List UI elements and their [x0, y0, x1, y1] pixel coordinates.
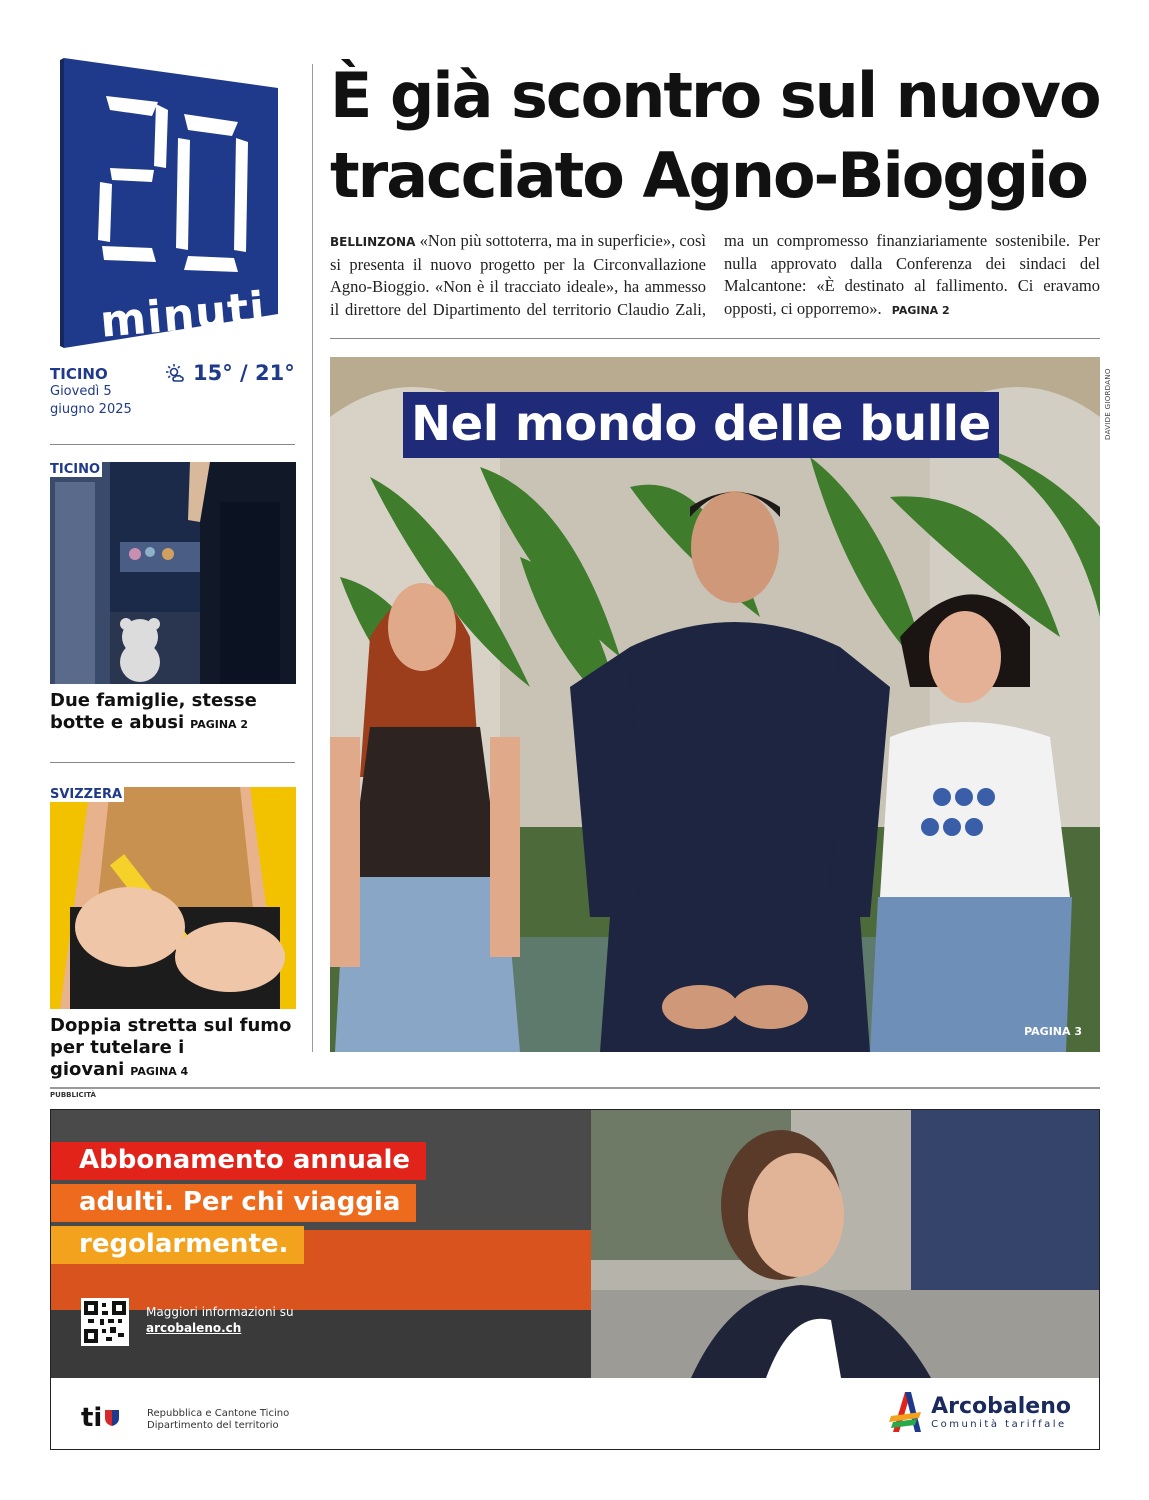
ad-headline-line-2: adulti. Per chi viaggia	[51, 1184, 416, 1222]
lead-text: «Non più sottoterra, ma in superficie», così si presenta il nuovo progetto per la Circonvallazione Agno-Bioggio. «Non è il tracciato ideale», ha ammesso il direttore del Dipartimento del territorio Claudio Zali, ma un compromesso finanziariamente sostenibile. Per nulla approvato dalla Conferenza dei sindaci del Malcantone: «È destinato al fallimento. Ci eravamo opposti, ci opporremo».	[330, 231, 1100, 319]
divider	[50, 1087, 1100, 1089]
government-line-2: Dipartimento del territorio	[147, 1420, 279, 1431]
teaser-title: Due famiglie, stesse botte e abusi	[50, 690, 257, 733]
shield-icon	[105, 1410, 119, 1426]
teaser-svizzera[interactable]	[50, 787, 296, 1083]
ad-footer	[51, 1378, 1100, 1450]
government-line-1: Repubblica e Cantone Ticino	[147, 1408, 290, 1419]
advertising-label: PUBBLICITÀ	[50, 1091, 96, 1099]
advertisement[interactable]	[50, 1109, 1100, 1450]
arcobaleno-a-icon	[887, 1392, 923, 1432]
teaser-photo-vape	[50, 787, 296, 1009]
divider	[330, 338, 1100, 339]
teaser-page-ref: PAGINA 2	[190, 718, 249, 731]
main-headline[interactable]: È già scontro sul nuovo tracciato Agno-Bioggio	[330, 59, 1100, 212]
government-text	[147, 1408, 289, 1432]
teaser-headline[interactable]	[50, 690, 296, 736]
divider	[50, 762, 295, 763]
edition-date: giugno 2025	[50, 402, 132, 417]
ad-info-text: Maggiori informazioni su	[146, 1305, 294, 1319]
logo-word: minuti	[98, 282, 268, 348]
teaser-section: TICINO	[50, 462, 101, 477]
sun-cloud-icon	[165, 363, 185, 383]
ad-info	[146, 1304, 294, 1336]
teaser-image[interactable]	[50, 462, 296, 684]
cover-photo-title[interactable]: Nel mondo delle bulle	[403, 392, 999, 458]
ad-headline-line-1: Abbonamento annuale	[51, 1142, 426, 1180]
edition-region: TICINO	[50, 365, 108, 383]
ad-url-link[interactable]: arcobaleno.ch	[146, 1321, 242, 1335]
lead-paragraph	[330, 230, 1100, 322]
arcobaleno-logo[interactable]	[887, 1392, 1071, 1432]
teaser-image[interactable]	[50, 787, 296, 1009]
weather	[165, 361, 295, 385]
edition-info	[50, 361, 295, 419]
teaser-headline[interactable]	[50, 1015, 296, 1083]
divider	[50, 444, 295, 445]
brand-logo[interactable]	[60, 58, 278, 348]
teaser-page-ref: PAGINA 4	[130, 1065, 189, 1078]
teaser-section: SVIZZERA	[50, 787, 123, 802]
cover-photo-image	[330, 357, 1100, 1052]
cover-photo[interactable]	[330, 357, 1100, 1052]
column-divider	[312, 64, 313, 1052]
cover-photo-page-ref[interactable]: PAGINA 3	[1024, 1025, 1082, 1038]
ad-headline-line-3: regolarmente.	[51, 1226, 304, 1264]
teaser-photo-bedroom	[50, 462, 296, 684]
arcobaleno-name: Arcobaleno	[931, 1393, 1071, 1419]
lead-page-ref[interactable]: PAGINA 2	[891, 303, 950, 317]
dateline: BELLINZONA	[330, 235, 416, 249]
weather-temps: 15° / 21°	[193, 361, 295, 385]
edition-day: Giovedì 5	[50, 384, 112, 399]
ticino-logo	[81, 1403, 119, 1433]
photo-credit: DAVIDE GIORDANO	[1104, 368, 1112, 440]
teaser-ticino[interactable]	[50, 462, 296, 736]
qr-code-icon[interactable]	[81, 1298, 129, 1346]
teaser-title: Doppia stretta sul fumo per tutelare i giovani	[50, 1015, 292, 1080]
arcobaleno-subtitle: Comunità tariffale	[931, 1418, 1067, 1430]
ticino-logo-text: ti	[81, 1403, 103, 1433]
